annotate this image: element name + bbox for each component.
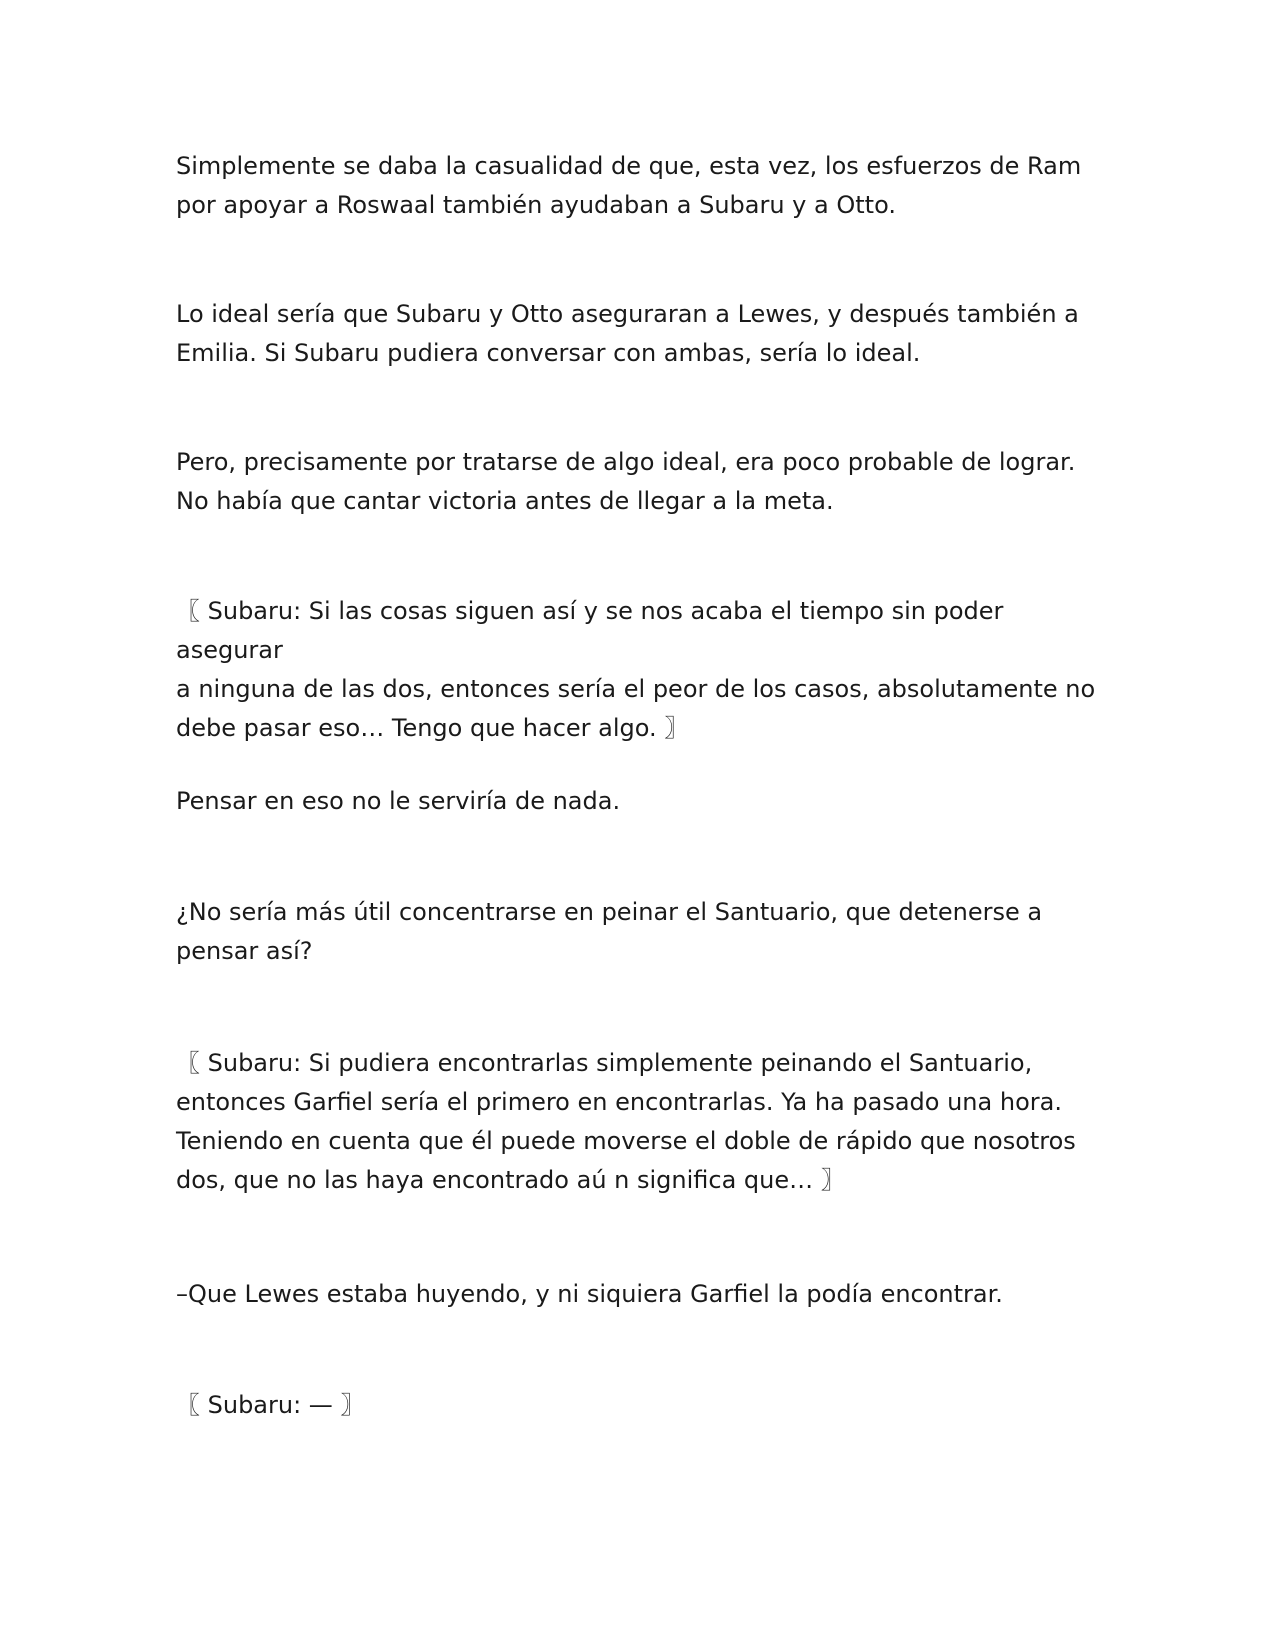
dialogue-subaru-3: 〖 Subaru: — 〗 [176,1391,365,1419]
paragraph-1: Simplemente se daba la casualidad de que, esta vez, los esfuerzos de Ram por apoyar a Roswaal también ayudaban a Subaru y a Otto. [176,152,1082,219]
paragraph-3: Pero, precisamente por tratarse de algo ideal, era poco probable de lograr. No había que cantar victoria antes de llegar a la meta. [176,448,1076,515]
paragraph-8: –Que Lewes estaba huyendo, y ni siquiera Garfiel la podía encontrar. [176,1280,1003,1308]
paragraph-2: Lo ideal sería que Subaru y Otto aseguraran a Lewes, y después también a Emilia. Si Subaru pudiera conversar con ambas, sería lo ideal. [176,300,1079,367]
paragraph-6: ¿No sería más útil concentrarse en peinar el Santuario, que detenerse a pensar así? [176,898,1043,965]
dialogue-subaru-2: 〖 Subaru: Si pudiera encontrarlas simplemente peinando el Santuario, entonces Garfiel sería el primero en encontrarlas. Ya ha pasado una hora. Teniendo en cuenta que él puede moverse el doble de rápido que nosotros dos, que no las haya encontrado aú n significa que… 〗 [176,1049,1076,1194]
paragraph-5: Pensar en eso no le serviría de nada. [176,787,621,815]
dialogue-subaru-1: 〖 Subaru: Si las cosas siguen así y se nos acaba el tiempo sin poder asegurar a ninguna de las dos, entonces sería el peor de los casos, absolutamente no debe pasar eso… Tengo que hacer algo. 〗 [176,597,1096,742]
